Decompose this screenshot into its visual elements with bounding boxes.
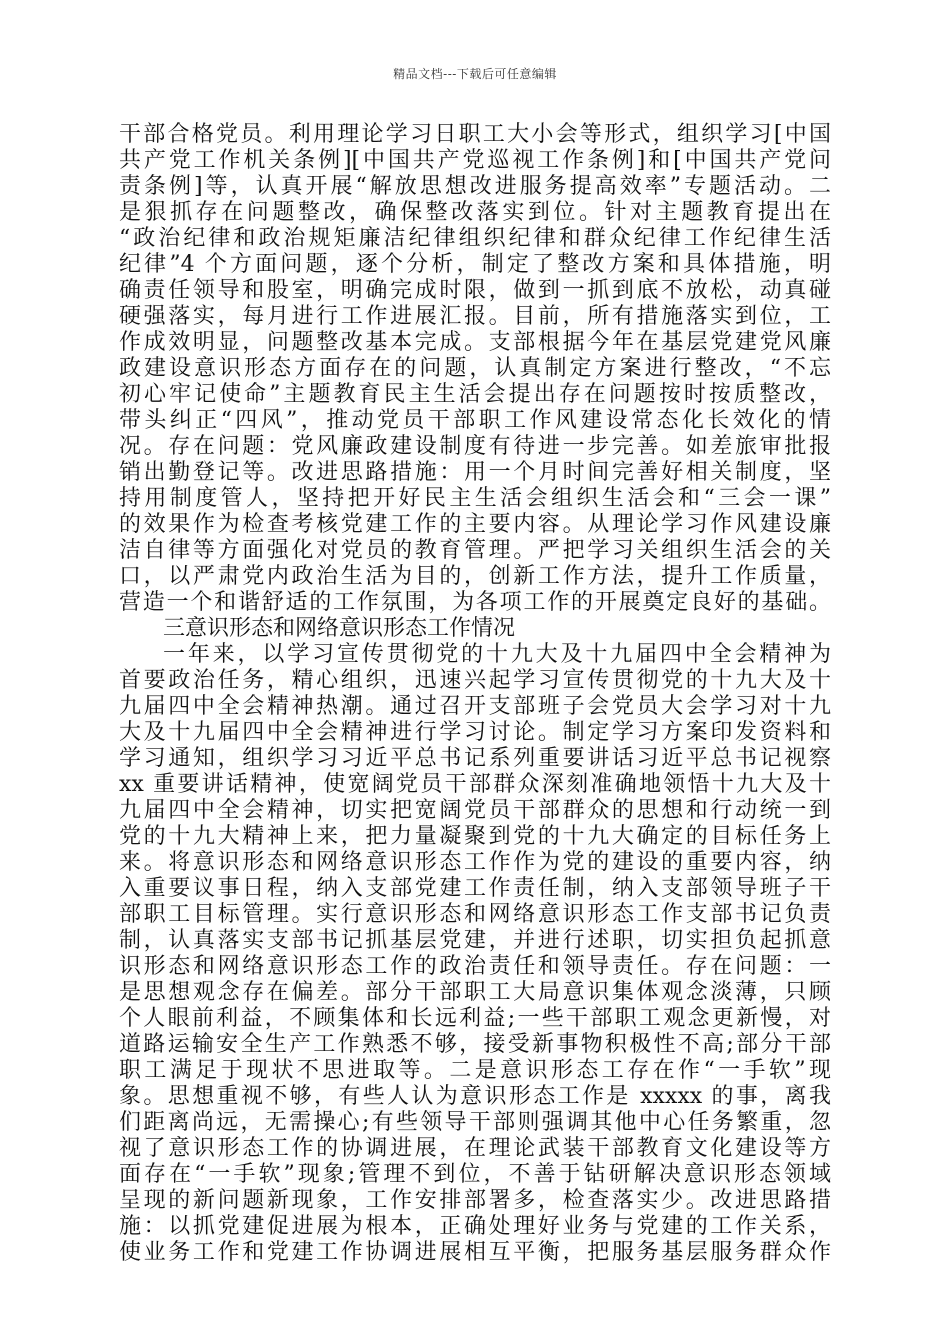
- text-line: 是狠抓存在问题整改，确保整改落实到位。针对主题教育提出在: [119, 200, 831, 225]
- text-line: 面存在“一手软”现象;管理不到位，不善于钻研解决意识形态领域: [119, 1162, 831, 1187]
- text-line: 营造一个和谐舒适的工作氛围，为各项工作的开展奠定良好的基础。: [119, 590, 831, 615]
- page-header: 精品文档---下载后可任意编辑: [393, 67, 557, 81]
- text-line: 制，认真落实支部书记抓基层党建，并进行述职，切实担负起抓意: [119, 928, 831, 953]
- text-line: 来。将意识形态和网络意识形态工作作为党的建设的重要内容，纳: [119, 850, 831, 875]
- text-line: 道路运输安全生产工作熟悉不够，接受新事物积极性不高;部分干部: [119, 1032, 831, 1057]
- text-line: 硬强落实，每月进行工作进展汇报。目前，所有措施落实到位，工: [119, 304, 831, 329]
- text-line: 部职工目标管理。实行意识形态和网络意识形态工作支部书记负责: [119, 902, 831, 927]
- text-line: 学习通知，组织学习习近平总书记系列重要讲话习近平总书记视察: [119, 746, 831, 771]
- text-line: 是思想观念存在偏差。部分干部职工大局意识集体观念淡薄，只顾: [119, 980, 831, 1005]
- text-line: “政治纪律和政治规矩廉洁纪律组织纪律和群众纪律工作纪律生活: [119, 226, 831, 251]
- text-line: 使业务工作和党建工作协调进展相互平衡，把服务基层服务群众作: [119, 1240, 831, 1265]
- text-line: 一年来，以学习宣传贯彻党的十九大及十九届四中全会精神为: [163, 642, 831, 667]
- text-line: 洁自律等方面强化对党员的教育管理。严把学习关组织生活会的关: [119, 538, 831, 563]
- text-line: 的效果作为检查考核党建工作的主要内容。从理论学习作风建设廉: [119, 512, 831, 537]
- text-line: 作成效明显，问题整改基本完成。支部根据今年在基层党建党风廉: [119, 330, 831, 355]
- text-line: 施：以抓党建促进展为根本，正确处理好业务与党建的工作关系，: [119, 1214, 831, 1239]
- document-body: [119, 122, 831, 1266]
- text-line: 共产党工作机关条例][中国共产党巡视工作条例]和[中国共产党问: [119, 148, 831, 173]
- text-line: 象。思想重视不够，有些人认为意识形态工作是 xxxxx 的事，离我: [119, 1084, 831, 1109]
- text-line: 责条例]等，认真开展“解放思想改进服务提高效率”专题活动。二: [119, 174, 831, 199]
- text-line: 纪律”4 个方面问题，逐个分析，制定了整改方案和具体措施，明: [119, 252, 831, 277]
- text-line: 九届四中全会精神热潮。通过召开支部班子会党员大会学习对十九: [119, 694, 831, 719]
- text-line: 个人眼前利益，不顾集体和长远利益;一些干部职工观念更新慢，对: [119, 1006, 831, 1031]
- text-line: 九届四中全会精神，切实把宽阔党员干部群众的思想和行动统一到: [119, 798, 831, 823]
- text-line: 党的十九大精神上来，把力量凝聚到党的十九大确定的目标任务上: [119, 824, 831, 849]
- text-line: 政建设意识形态方面存在的问题，认真制定方案进行整改，“不忘: [119, 356, 831, 381]
- text-line: 视了意识形态工作的协调进展，在理论武装干部教育文化建设等方: [119, 1136, 831, 1161]
- text-line: 识形态和网络意识形态工作的政治责任和领导责任。存在问题：一: [119, 954, 831, 979]
- text-line: 入重要议事日程，纳入支部党建工作责任制，纳入支部领导班子干: [119, 876, 831, 901]
- text-line: 确责任领导和股室，明确完成时限，做到一抓到底不放松，动真碰: [119, 278, 831, 303]
- text-line: 首要政治任务，精心组织，迅速兴起学习宣传贯彻党的十九大及十: [119, 668, 831, 693]
- text-line: xx 重要讲话精神，使宽阔党员干部群众深刻准确地领悟十九大及十: [119, 772, 831, 797]
- text-line: 口，以严肃党内政治生活为目的，创新工作方法，提升工作质量，: [119, 564, 831, 589]
- text-line: 职工满足于现状不思进取等。二是意识形态工存在作“一手软”现: [119, 1058, 831, 1083]
- text-line: 大及十九届四中全会精神进行学习讨论。制定学习方案印发资料和: [119, 720, 831, 745]
- text-line: 们距离尚远，无需操心;有些领导干部则强调其他中心任务繁重，忽: [119, 1110, 831, 1135]
- text-line: 三意识形态和网络意识形态工作情况: [163, 616, 516, 641]
- text-line: 带头纠正“四风”，推动党员干部职工作风建设常态化长效化的情: [119, 408, 831, 433]
- text-line: 持用制度管人，坚持把开好民主生活会组织生活会和“三会一课”: [119, 486, 831, 511]
- text-line: 销出勤登记等。改进思路措施：用一个月时间完善好相关制度，坚: [119, 460, 831, 485]
- text-line: 初心牢记使命”主题教育民主生活会提出存在问题按时按质整改，: [119, 382, 831, 407]
- text-line: 况。存在问题：党风廉政建设制度有待进一步完善。如差旅审批报: [119, 434, 831, 459]
- text-line: 呈现的新问题新现象，工作安排部署多，检查落实少。改进思路措: [119, 1188, 831, 1213]
- text-line: 干部合格党员。利用理论学习日职工大小会等形式，组织学习[中国: [119, 122, 831, 147]
